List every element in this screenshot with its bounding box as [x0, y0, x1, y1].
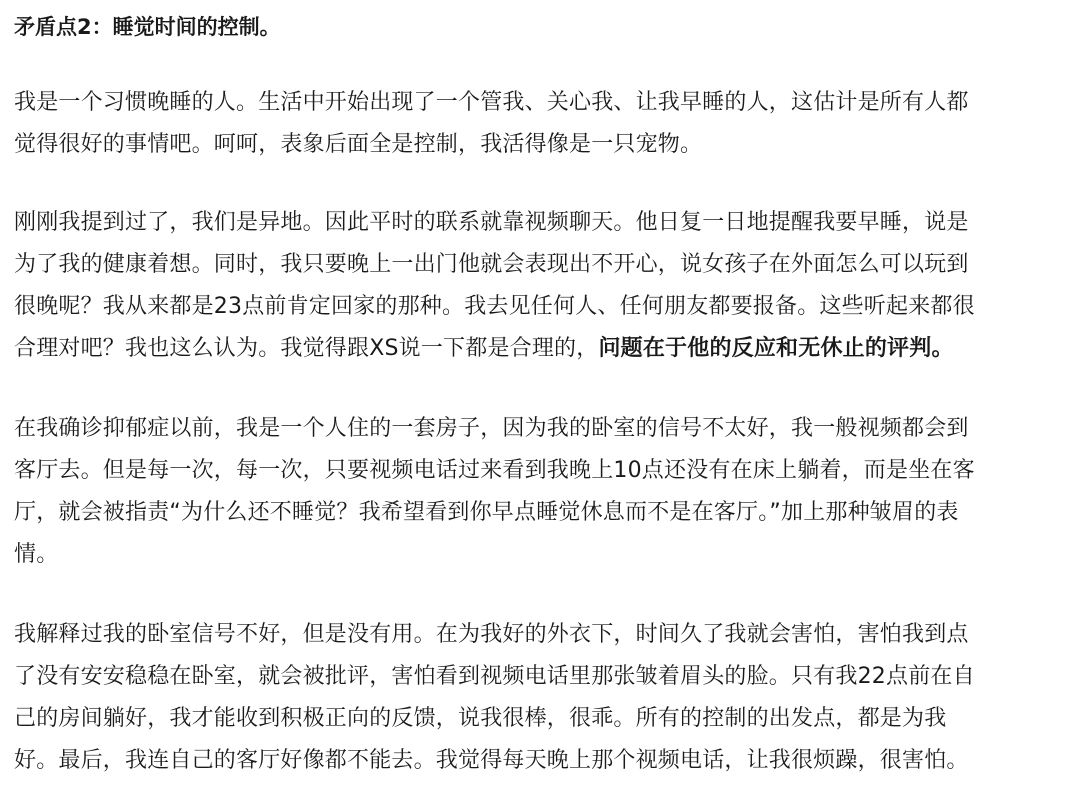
paragraph-line: 好。最后，我连自己的客厅好像都不能去。我觉得每天晚上那个视频电话，让我很烦躁，很害怕。: [14, 748, 969, 773]
emphasized-text: 问题在于他的反应和无休止的评判。: [598, 336, 954, 361]
paragraph-line: 觉得很好的事情吧。呵呵，表象后面全是控制，我活得像是一只宠物。: [14, 132, 703, 157]
paragraph-1: [14, 82, 1064, 166]
paragraph-line: 情。: [14, 542, 59, 567]
paragraph-line: 为了我的健康着想。同时，我只要晚上一出门他就会表现出不开心，说女孩子在外面怎么可以玩到: [14, 252, 969, 277]
paragraph-line: 刚刚我提到过了，我们是异地。因此平时的联系就靠视频聊天。他日复一日地提醒我要早睡，说是: [14, 210, 969, 235]
section-heading: 矛盾点2：睡觉时间的控制。: [14, 15, 281, 39]
paragraph-line: 在我确诊抑郁症以前，我是一个人住的一套房子，因为我的卧室的信号不太好，我一般视频都会到: [14, 416, 969, 441]
paragraph-line: 客厅去。但是每一次，每一次，只要视频电话过来看到我晚上10点还没有在床上躺着，而是坐在客: [14, 458, 975, 483]
paragraph-line: 很晚呢？我从来都是23点前肯定回家的那种。我去见任何人、任何朋友都要报备。这些听起来都很: [14, 294, 975, 319]
paragraph-text: 合理对吧？我也这么认为。我觉得跟XS说一下都是合理的，: [14, 336, 599, 361]
paragraph-2: [14, 202, 1064, 370]
paragraph-line: 了没有安安稳稳在卧室，就会被批评，害怕看到视频电话里那张皱着眉头的脸。只有我22点前在自: [14, 664, 975, 689]
paragraph-3: [14, 408, 1064, 576]
paragraph-4: [14, 614, 1064, 782]
paragraph-line: 己的房间躺好，我才能收到积极正向的反馈，说我很棒，很乖。所有的控制的出发点，都是为我: [14, 706, 947, 731]
paragraph-line: 厅，就会被指责“为什么还不睡觉？我希望看到你早点睡觉休息而不是在客厅。”加上那种皱眉的表: [14, 500, 959, 525]
paragraph-line-mixed: [14, 328, 1064, 370]
paragraph-line: 我是一个习惯晚睡的人。生活中开始出现了一个管我、关心我、让我早睡的人，这估计是所有人都: [14, 90, 969, 115]
paragraph-line: 我解释过我的卧室信号不好，但是没有用。在为我好的外衣下，时间久了我就会害怕，害怕我到点: [14, 622, 969, 647]
